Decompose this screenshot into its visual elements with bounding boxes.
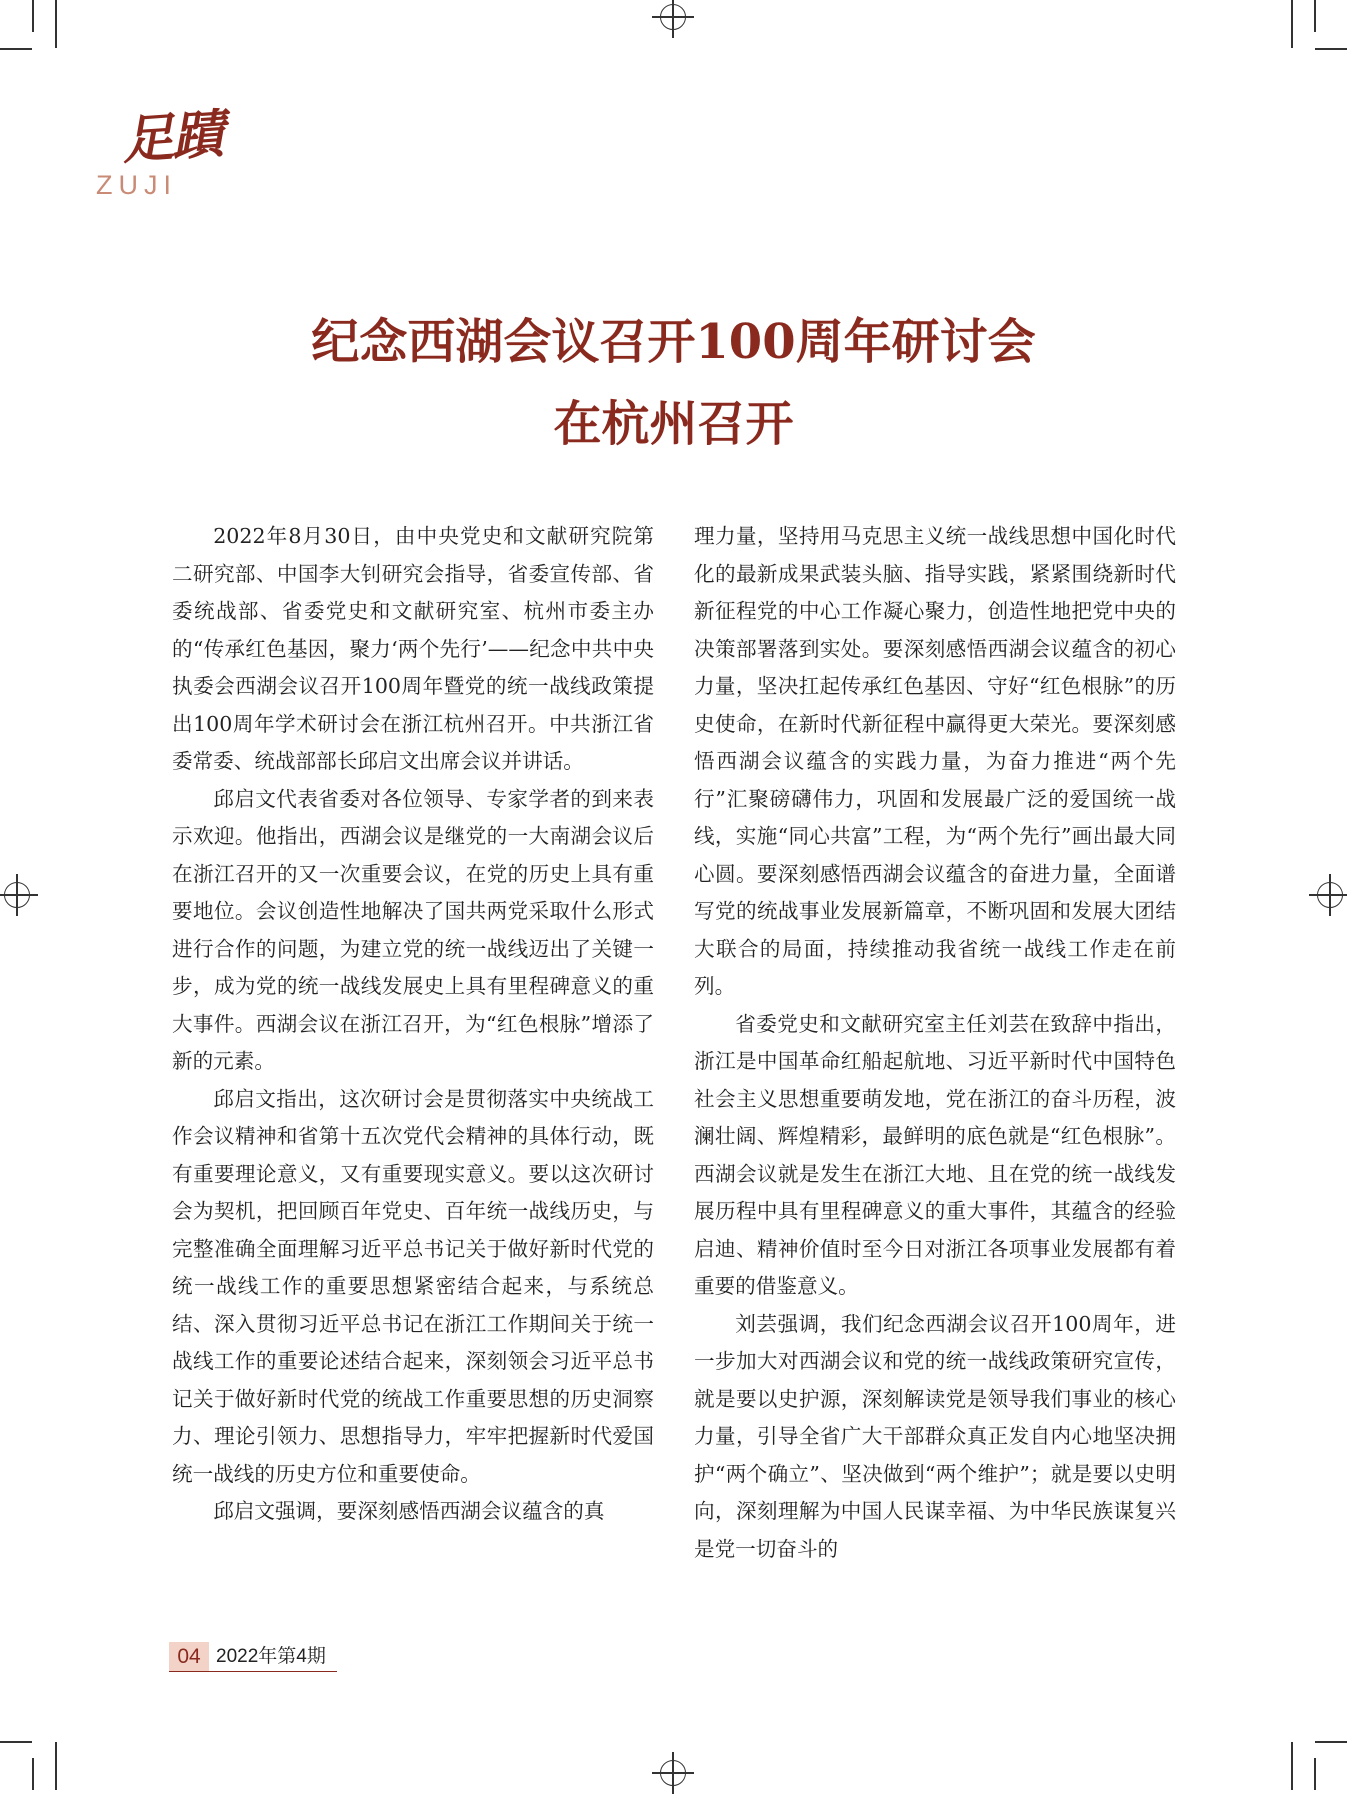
section-logo-chinese: 足蹟 (119, 103, 224, 172)
crop-mark (1291, 0, 1293, 48)
crop-mark (1314, 0, 1316, 32)
crop-mark (1291, 1742, 1293, 1790)
paragraph: 邱启文指出，这次研讨会是贯彻落实中央统战工作会议精神和省第十五次党代会精神的具体行动，既有重要理论意义，又有重要现实意义。要以这次研讨会为契机，把回顾百年党史、百年统一战线历史，与完整准确全面理解习近平总书记关于做好新时代党的统一战线工作的重要思想紧密结合起来，与系统总结、深入贯彻习近平总书记在浙江工作期间关于统一战线工作的重要论述结合起来，深刻领会习近平总书记关于做好新时代党的统战工作重要思想的历史洞察力、理论引领力、思想指导力，牢牢把握新时代爱国统一战线的历史方位和重要使命。 (172, 1086, 654, 1486)
page-number: 04 (169, 1642, 209, 1672)
registration-mark-right (1317, 882, 1343, 908)
article-column-right (694, 518, 1176, 1568)
paragraph: 邱启文代表省委对各位领导、专家学者的到来表示欢迎。他指出，西湖会议是继党的一大南湖会议后在浙江召开的又一次重要会议，在党的历史上具有重要地位。会议创造性地解决了国共两党采取什么形式进行合作的问题，为建立党的统一战线迈出了关键一步，成为党的统一战线发展史上具有里程碑意义的重大事件。西湖会议在浙江召开，为“红色根脉”增添了新的元素。 (172, 786, 654, 1073)
registration-mark-bottom (660, 1760, 686, 1786)
footer-rule (169, 1671, 337, 1672)
paragraph: 省委党史和文献研究室主任刘芸在致辞中指出，浙江是中国革命红船起航地、习近平新时代中国特色社会主义思想重要萌发地，党在浙江的奋斗历程，波澜壮阔、辉煌精彩，最鲜明的底色就是“红色根脉”。西湖会议就是发生在浙江大地、且在党的统一战线发展历程中具有里程碑意义的重大事件，其蕴含的经验启迪、精神价值时至今日对浙江各项事业发展都有着重要的借鉴意义。 (694, 1011, 1176, 1298)
crop-mark (55, 0, 57, 48)
section-logo (96, 103, 246, 212)
headline-line-2: 在杭州召开 (553, 396, 794, 452)
crop-mark (55, 1742, 57, 1790)
registration-mark-top (660, 4, 686, 30)
crop-mark (0, 1741, 32, 1743)
headline-line-1: 纪念西湖会议召开100周年研讨会 (311, 314, 1036, 370)
article-column-left (172, 518, 654, 1531)
paragraph: 刘芸强调，我们纪念西湖会议召开100周年，进一步加大对西湖会议和党的统一战线政策研究宣传，就是要以史护源，深刻解读党是领导我们事业的核心力量，引导全省广大干部群众真正发自内心地坚决拥护“两个确立”、坚决做到“两个维护”；就是要以史明向，深刻理解为中国人民谋幸福、为中华民族谋复兴是党一切奋斗的 (694, 1311, 1176, 1561)
paragraph: 2022年8月30日，由中央党史和文献研究院第二研究部、中国李大钊研究会指导，省委宣传部、省委统战部、省委党史和文献研究室、杭州市委主办的“传承红色基因，聚力‘两个先行’——纪念中共中央执委会西湖会议召开100周年暨党的统一战线政策提出100周年学术研讨会在浙江杭州召开。中共浙江省委常委、统战部部长邱启文出席会议并讲话。 (172, 524, 654, 773)
crop-mark (32, 1758, 34, 1790)
crop-mark (1315, 1741, 1347, 1743)
crop-mark (1314, 1758, 1316, 1790)
paragraph-continued: 理力量，坚持用马克思主义统一战线思想中国化时代化的最新成果武装头脑、指导实践，紧紧围绕新时代新征程党的中心工作凝心聚力，创造性地把党中央的决策部署落到实处。要深刻感悟西湖会议蕴含的初心力量，坚决扛起传承红色基因、守好“红色根脉”的历史使命，在新时代新征程中赢得更大荣光。要深刻感悟西湖会议蕴含的实践力量，为奋力推进“两个先行”汇聚磅礴伟力，巩固和发展最广泛的爱国统一战线，实施“同心共富”工程，为“两个先行”画出最大同心圆。要深刻感悟西湖会议蕴含的奋进力量，全面谱写党的统战事业发展新篇章，不断巩固和发展大团结大联合的局面，持续推动我省统一战线工作走在前列。 (694, 524, 1176, 998)
crop-mark (0, 48, 32, 50)
section-logo-pinyin: ZUJI (96, 170, 177, 200)
crop-mark (1315, 48, 1347, 50)
paragraph: 邱启文强调，要深刻感悟西湖会议蕴含的真 (213, 1499, 605, 1523)
registration-mark-left (4, 882, 30, 908)
issue-label: 2022年第4期 (216, 1646, 326, 1667)
crop-mark (32, 0, 34, 32)
